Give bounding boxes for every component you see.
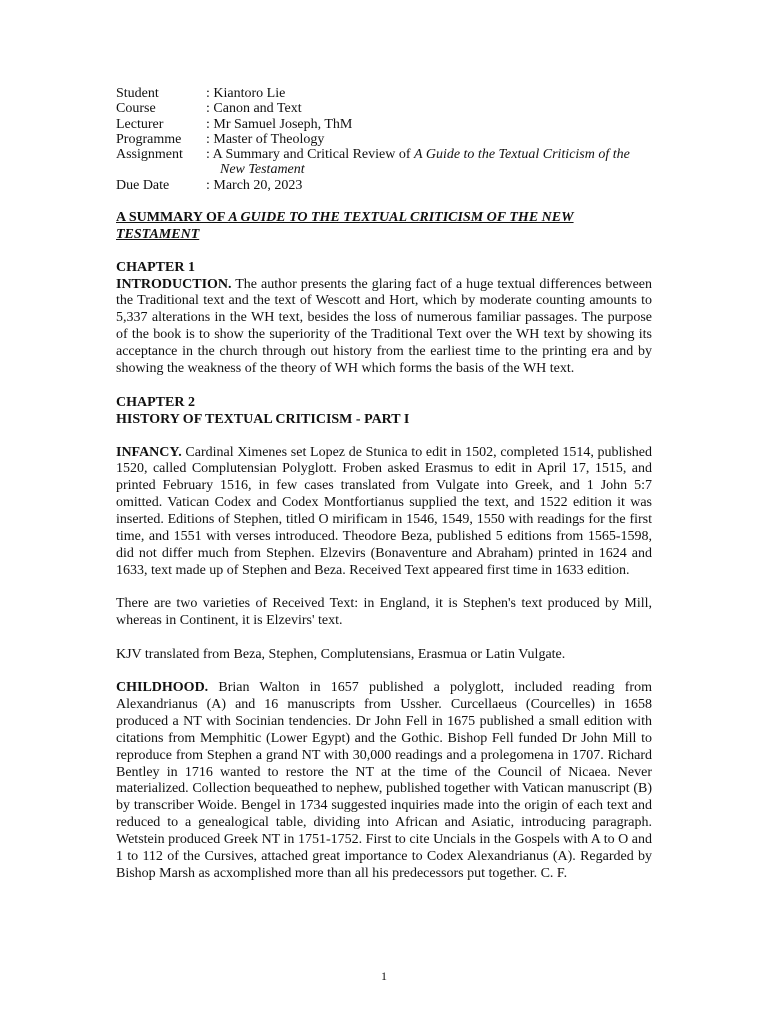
header-row-lecturer <box>116 117 652 132</box>
introduction-lead: INTRODUCTION. <box>116 276 232 292</box>
header-value: : Master of Theology <box>206 131 325 147</box>
header-row-assignment <box>116 147 652 178</box>
assignment-book-title-continued: New Testament <box>220 162 305 178</box>
chapter-1-heading: CHAPTER 1 <box>116 260 195 276</box>
header-row-due-date <box>116 178 652 193</box>
chapter-2-heading: CHAPTER 2 <box>116 395 195 411</box>
header-key: Lecturer <box>116 116 164 132</box>
kjv-paragraph: KJV translated from Beza, Stephen, Complutensians, Erasmua or Latin Vulgate. <box>116 646 566 662</box>
document-page <box>116 86 652 883</box>
header-row-course <box>116 101 652 116</box>
header-key: Assignment <box>116 147 183 163</box>
chapter-1-paragraph <box>116 277 652 378</box>
childhood-text: Brian Walton in 1657 published a polyglott, included reading from Alexandrianus (A) and 16 manuscripts from Ussher. Curcellaeus (Courcelles) in 1658 produced a NT with Socinian tendencies. Dr John Fell in 1675 published a small edition with citations from Memphitic (Lower Egypt) and the Gothic. Bishop Fell funded Dr John Mill to reproduce from Stephen a grand NT with 30,000 readings and a prolegomena in 1707. Richard Bentley in 1716 wanted to restore the NT at the time of the Council of Nicaea. Never materialized. Collection bequeathed to nephew, published together with Vatican manuscript (B) by transcriber Woide. Bengel in 1734 suggested inquiries made into the origin of each text and reduced to a genealogical table, dividing into African and Asiatic, introducing paragraph. Wetstein produced Greek NT in 1751-1752. First to cite Uncials in the Gospels with A to O and 1 to 112 of the Cursives, attached great importance to Codex Alexandrianus (A). Regarded by Bishop Marsh as acxomplished more than all his predecessors put together. C. F. <box>116 679 652 881</box>
assignment-book-title: A Guide to the Textual Criticism of the <box>414 147 630 163</box>
title-plain: A SUMMARY OF <box>116 210 229 226</box>
infancy-paragraph <box>116 445 652 580</box>
header-value <box>206 147 652 178</box>
header-block <box>116 86 652 193</box>
header-key: Programme <box>116 131 182 147</box>
header-key: Course <box>116 101 156 117</box>
document-title <box>116 210 652 243</box>
chapter-2-subheading: HISTORY OF TEXTUAL CRITICISM - PART I <box>116 411 410 427</box>
introduction-text: The author presents the glaring fact of a huge textual differences between the Traditional text and the text of Wescott and Hort, which by moderate counting amounts to 5,337 alterations in the WH text, besides the loss of numerous familiar passages. The purpose of the book is to show the superiority of the Traditional Text over the WH text by showing its acceptance in the church through out history from the earliest time to the printing era and by showing the weakness of the theory of WH which forms the basis of the WH text. <box>116 276 652 377</box>
title-italic: A GUIDE TO THE TEXTUAL CRITICISM OF THE NEW TESTAMENT <box>116 210 574 242</box>
header-value: : March 20, 2023 <box>206 177 303 193</box>
header-value: : Canon and Text <box>206 101 302 117</box>
infancy-lead: INFANCY. <box>116 444 182 460</box>
childhood-lead: CHILDHOOD. <box>116 679 209 695</box>
header-key: Due Date <box>116 177 170 193</box>
assignment-plain: : A Summary and Critical Review of <box>206 147 415 163</box>
header-value: : Mr Samuel Joseph, ThM <box>206 116 353 132</box>
childhood-paragraph <box>116 680 652 883</box>
infancy-text: Cardinal Ximenes set Lopez de Stunica to edit in 1502, completed 1514, published 1520, called Complutensian Polyglott. Froben asked Erasmus to edit in April 17, 1515, and printed February 1516, in few cases translated from Vulgate into Greek, and 1 John 5:7 omitted. Vatican Codex and Codex Montfortianus supplied the text, and 1522 edition it was inserted. Editions of Stephen, titled O mirificam in 1546, 1549, 1550 with readings for the first time, and 1551 with verses introduced. Theodore Beza, published 5 editions from 1565-1598, did not differ much from Stephen. Elzevirs (Bonaventure and Abraham) printed in 1624 and 1633, text made up of Stephen and Beza. Received Text appeared first time in 1633 edition. <box>116 444 652 578</box>
varieties-paragraph: There are two varieties of Received Text: in England, it is Stephen's text produced by Mill, whereas in Continent, it is Elzevirs' text. <box>116 596 652 629</box>
header-row-programme <box>116 132 652 147</box>
header-value: : Kiantoro Lie <box>206 86 286 101</box>
header-key: Student <box>116 86 159 101</box>
header-row-student <box>116 86 652 101</box>
page-number: 1 <box>381 969 387 983</box>
